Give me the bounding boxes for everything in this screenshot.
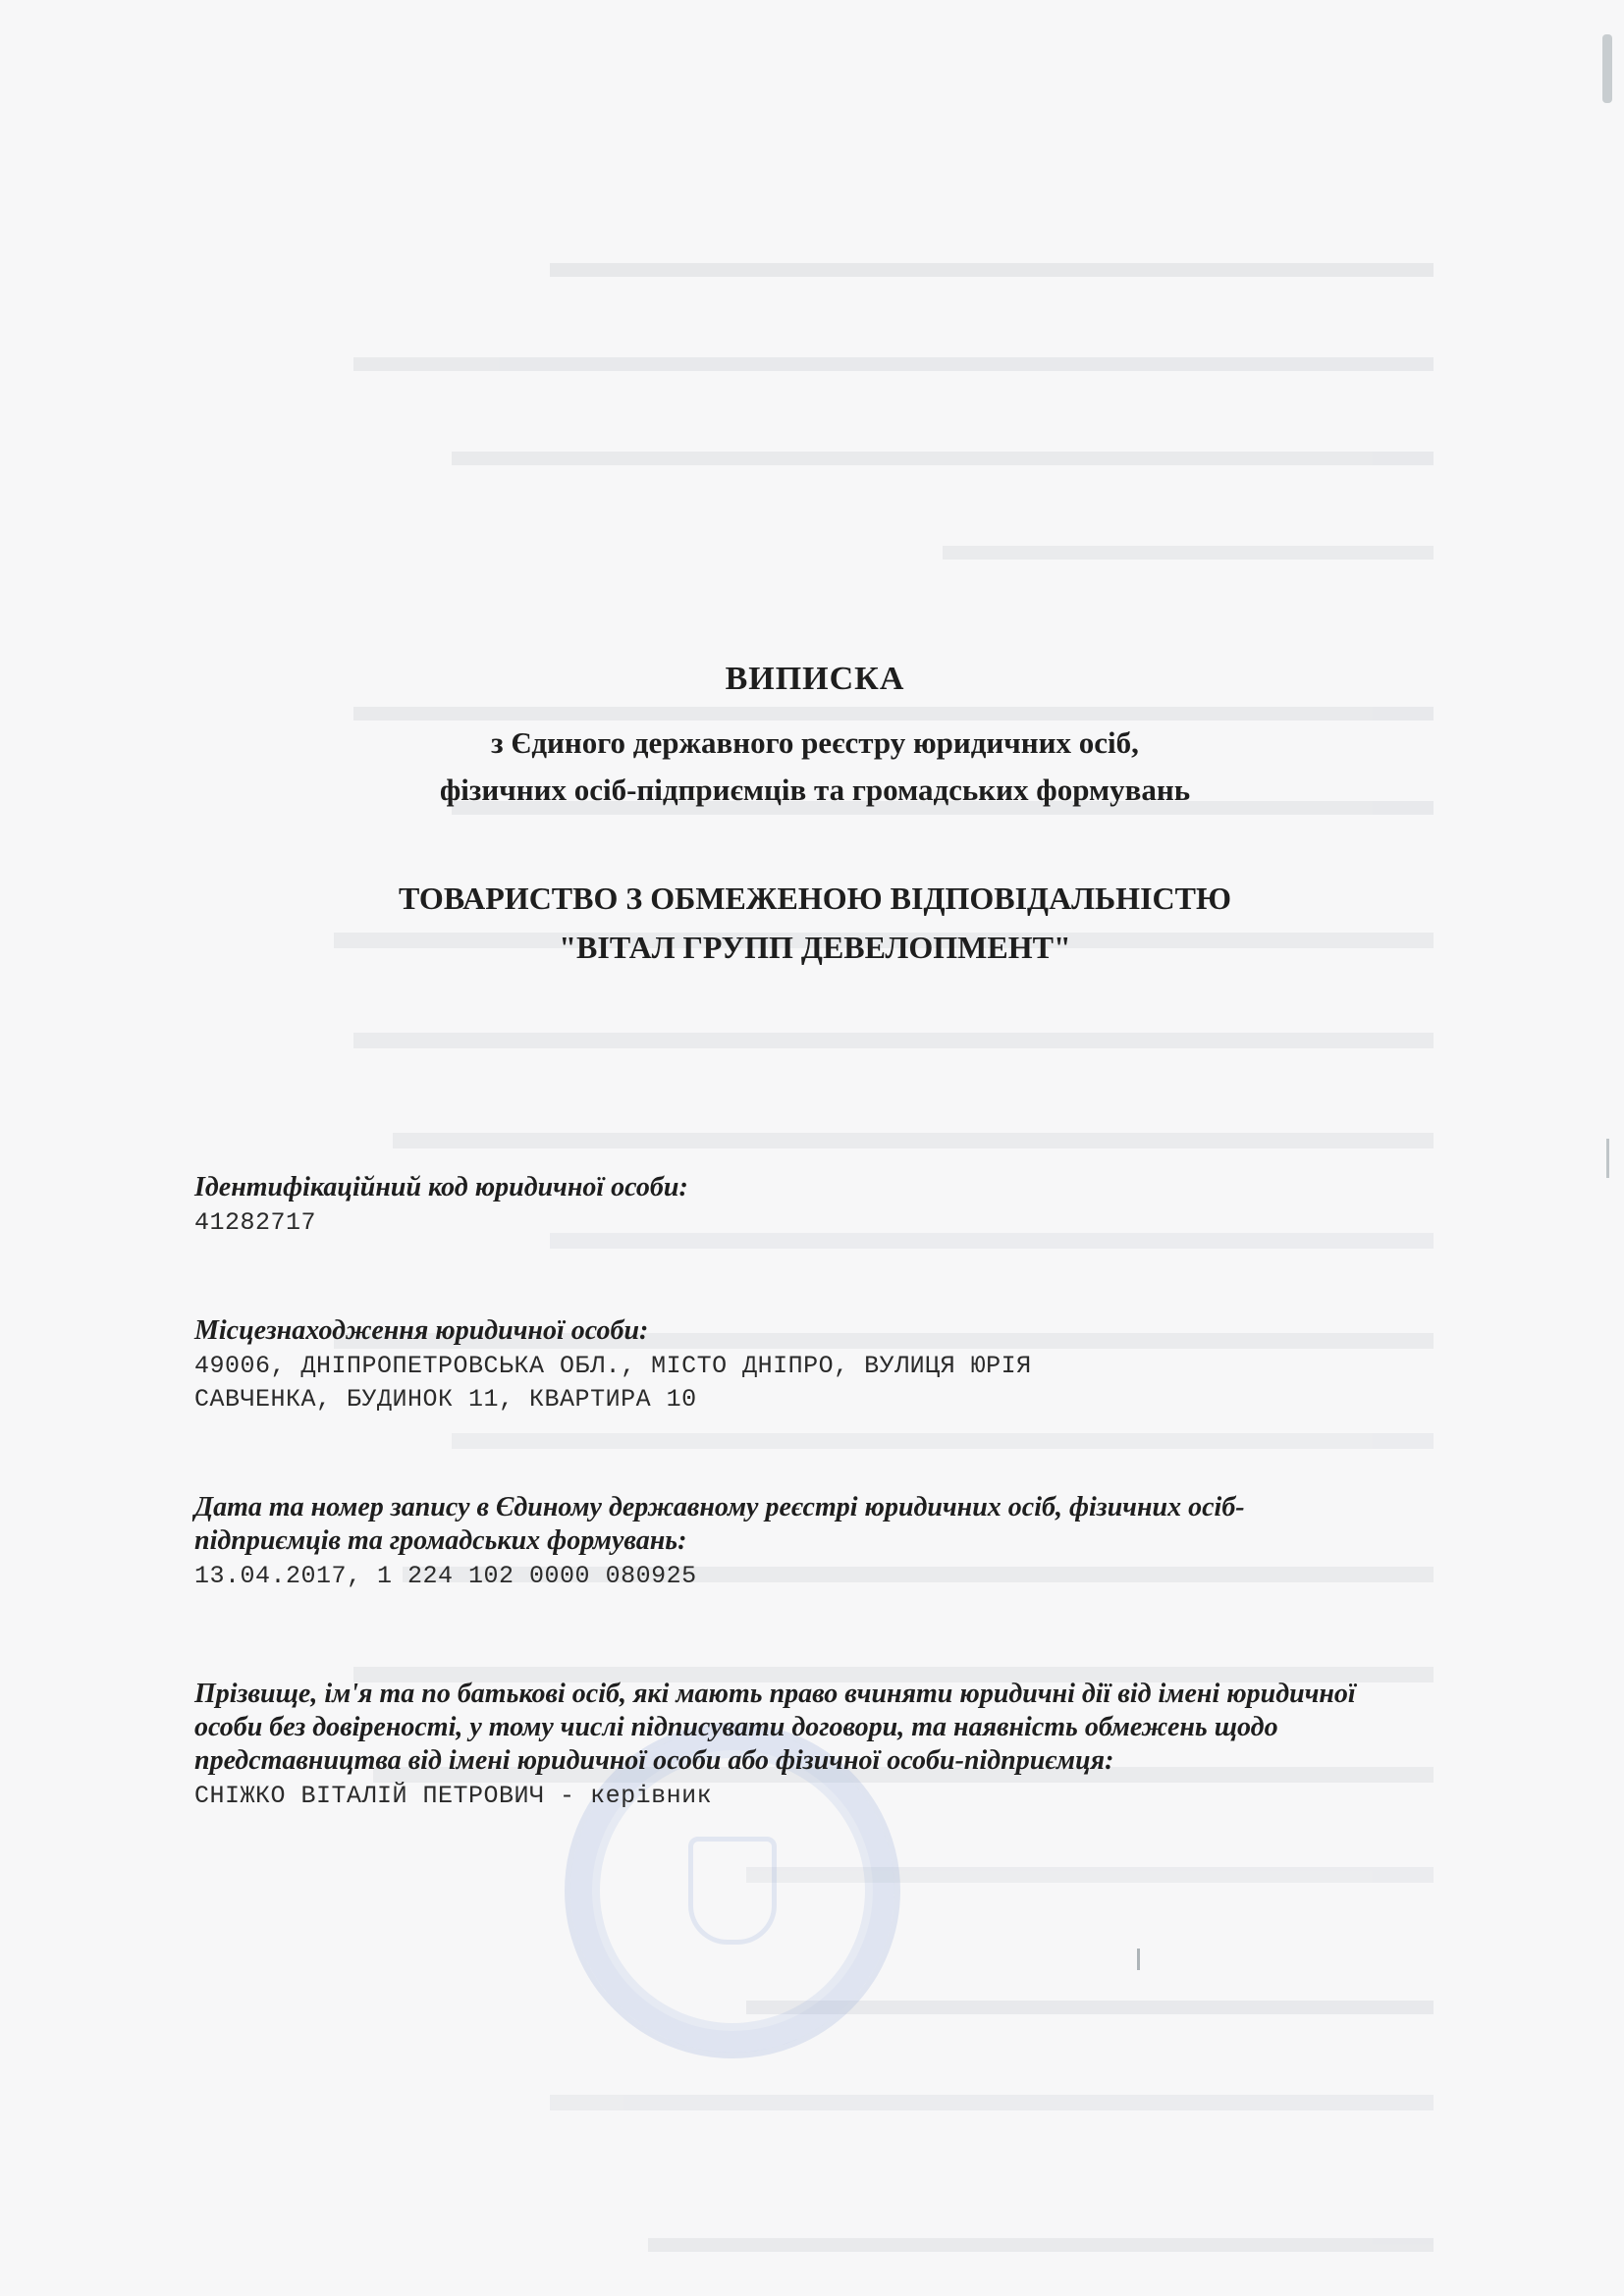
document-subtitle: [196, 720, 1434, 814]
company-name-line-2: "ВІТАЛ ГРУПП ДЕВЕЛОПМЕНТ": [559, 930, 1071, 965]
subtitle-line-1: з Єдиного державного реєстру юридичних осіб,: [491, 725, 1139, 760]
id-code-section: [194, 1171, 1412, 1240]
document-title: ВИПИСКА: [725, 661, 905, 697]
representatives-label: Прізвище, ім'я та по батькові осіб, які мають право вчиняти юридичні дії від імені юридичної особи без довіреності, у тому числі підписувати договори, та наявність обмежень щодо представництва від імені юридичної особи або фізичної особи-підприємця:: [194, 1679, 1356, 1776]
address-value: 49006, ДНІПРОПЕТРОВСЬКА ОБЛ., МІСТО ДНІПРО, ВУЛИЦЯ ЮРІЯ САВЧЕНКА, БУДИНОК 11, КВАРТИРА 10: [194, 1352, 1032, 1414]
scan-edge-mark: [1606, 1139, 1609, 1178]
scan-edge-mark: [1137, 1949, 1140, 1970]
id-code-value: 41282717: [194, 1208, 317, 1237]
scan-edge-mark: [1602, 34, 1612, 103]
company-name: [196, 874, 1434, 972]
subtitle-line-2: фізичних осіб-підприємців та громадських формувань: [439, 773, 1191, 807]
registration-label: Дата та номер запису в Єдиному державному реєстрі юридичних осіб, фізичних осіб-підприємців та громадських формувань:: [194, 1492, 1245, 1556]
company-name-line-1: ТОВАРИСТВО З ОБМЕЖЕНОЮ ВІДПОВІДАЛЬНІСТЮ: [399, 881, 1231, 916]
address-section: [194, 1314, 1412, 1416]
registration-section: [194, 1491, 1412, 1593]
representatives-section: [194, 1678, 1412, 1813]
representatives-value: СНІЖКО ВІТАЛІЙ ПЕТРОВИЧ - керівник: [194, 1782, 713, 1810]
id-code-label: Ідентифікаційний код юридичної особи:: [194, 1172, 688, 1202]
registration-value: 13.04.2017, 1 224 102 0000 080925: [194, 1562, 697, 1590]
address-label: Місцезнаходження юридичної особи:: [194, 1315, 649, 1346]
